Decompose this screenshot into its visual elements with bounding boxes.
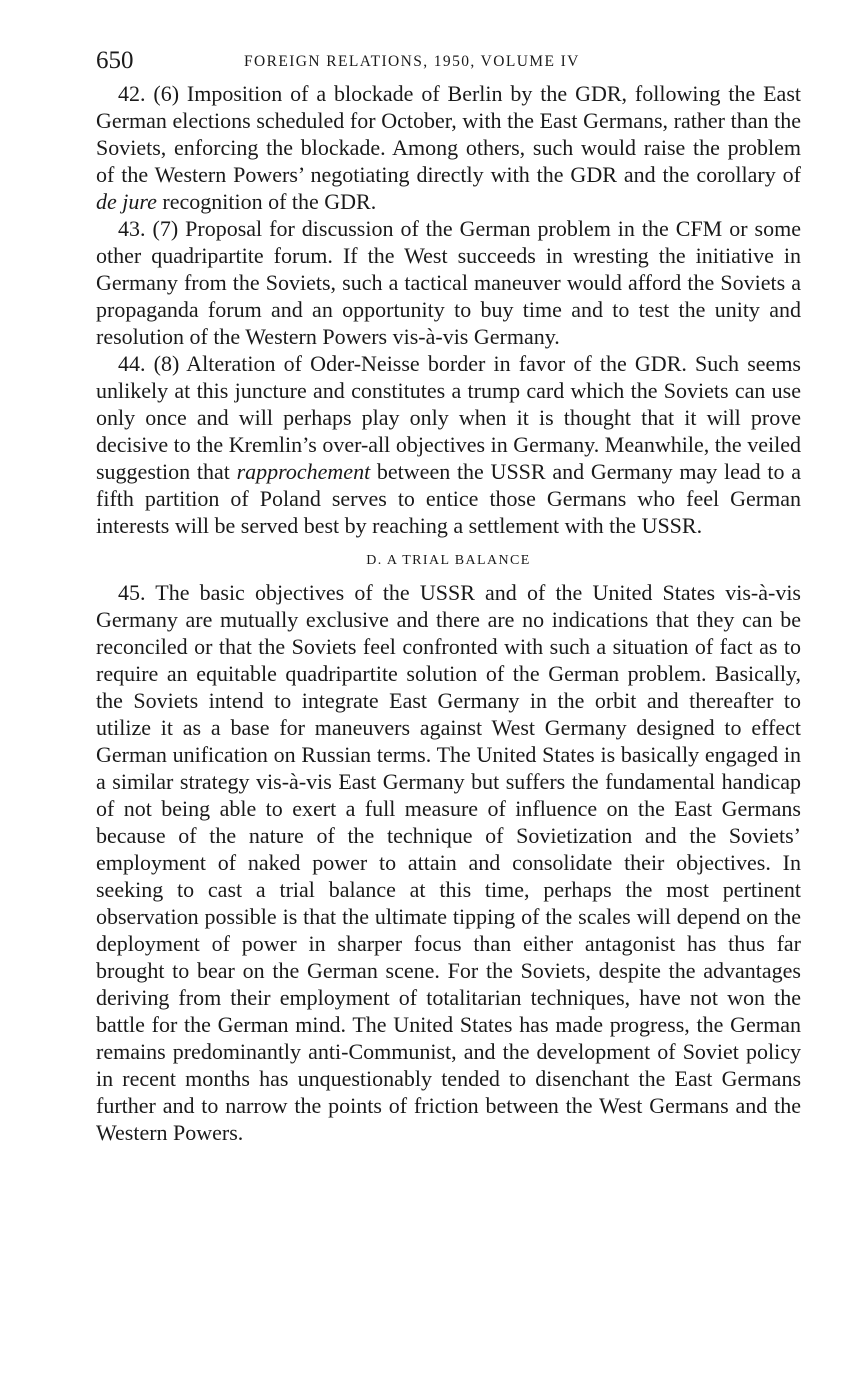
section-heading: D. A TRIAL BALANCE (366, 553, 531, 568)
paragraph-45: 45. The basic objectives of the USSR and of the United States vis-à-vis Germany are mutually exclusive and there are no indications that they can be reconciled or that the Soviets feel confronted with such a situation of fact as to require an equitable quadripartite solution of the German problem. Basically, the Soviets intend to integrate East Germany in the orbit and thereafter to utilize it as a base for maneuvers against West Germany designed to effect German unification on Russian terms. The United States is basically engaged in a similar strategy vis-à-vis East Germany but suffers the fundamental handicap of not being able to exert a full measure of influence on the East Germans because of the nature of the technique of Sovietization and the Soviets’ employment of naked power to attain and consolidate their objectives. In seeking to cast a trial balance at this time, perhaps the most pertinent observation possible is that the ultimate tipping of the scales will depend on the deployment of power in sharper focus than either antagonist has thus far brought to bear on the German scene. For the Soviets, despite the advantages deriving from their employment of totalitarian techniques, have not won the battle for the German mind. The United States has made progress, the German remains predominantly anti-Communist, and the development of Soviet policy in recent months has unquestionably tended to disenchant the East Germans further and to narrow the points of friction between the West Germans and the Western Powers. (96, 580, 801, 1145)
running-head (96, 46, 801, 80)
paragraph-43 (96, 215, 801, 350)
paragraph-44-italic: rapprochement (236, 459, 371, 484)
document-page (96, 46, 801, 1146)
paragraph-43-text: 43. (7) Proposal for discussion of the German problem in the CFM or some other quadripartite forum. If the West succeeds in wresting the initiative in Germany from the Soviets, such a tactical maneuver would afford the Soviets a propaganda forum and an opportunity to buy time and to test the unity and resolution of the Western Powers vis-à-vis Germany. (96, 216, 801, 349)
header-title: FOREIGN RELATIONS, 1950, VOLUME IV (244, 53, 580, 70)
paragraph-42-text-end: recognition of the GDR. (156, 189, 377, 214)
page-number: 650 (96, 47, 134, 74)
paragraph-44-text-end: between the USSR and Germany may lead to a fifth partition of Poland serves to entice those Germans who feel German interests will be served best by reaching a settlement with the USSR. (96, 459, 802, 538)
paragraph-42-text: 42. (6) Imposition of a blockade of Berlin by the GDR, following the East German elections scheduled for October, with the East Germans, rather than the Soviets, enforcing the blockade. Among others, such would raise the problem of the Western Powers’ negotiating directly with the GDR and the corollary of (96, 81, 801, 187)
paragraph-42 (96, 80, 801, 215)
paragraph-42-italic: de jure (96, 189, 157, 214)
paragraph-44-text: 44. (8) Alteration of Oder-Neisse border in favor of the GDR. Such seems unlikely at this juncture and constitutes a trump card which the Soviets can use only once and will perhaps play only when it is thought that it will prove decisive to the Kremlin’s over-all objectives in Germany. Meanwhile, the veiled suggestion that (96, 351, 801, 484)
paragraph-44 (96, 350, 801, 539)
